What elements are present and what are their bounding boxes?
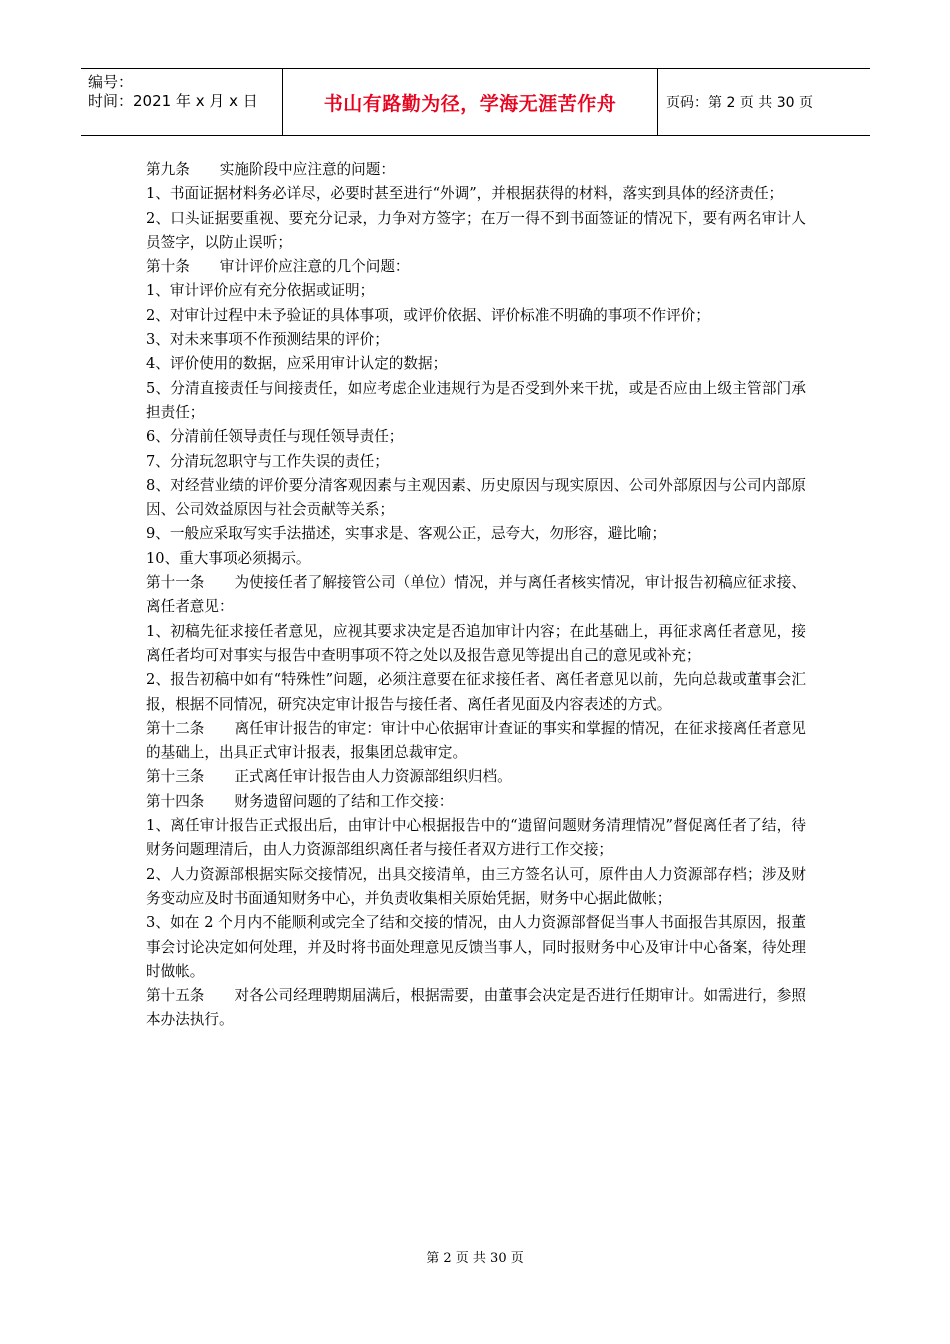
list-item [146,911,806,984]
page-header [81,68,870,136]
header-meta [81,69,283,135]
list-item [146,328,806,352]
list-item [146,279,806,303]
paragraph-text: 对各公司经理聘期届满后，根据需要，由董事会决定是否进行任期审计。如需进行，参照本办法执行。 [146,987,806,1029]
paragraph-text: 5、分清直接责任与间接责任，如应考虑企业违规行为是否受到外来干扰，或是否应由上级主管部门承担责任； [146,379,806,421]
article-paragraph [146,790,806,814]
list-item [146,474,806,523]
paragraph-text: 6、分清前任领导责任与现任领导责任； [146,428,404,446]
list-item [146,304,806,328]
paragraph-text: 为使接任者了解接管公司（单位）情况，并与离任者核实情况，审计报告初稿应征求接、离任者意见： [146,574,806,616]
article-label: 第十一条 [146,574,205,592]
paragraph-text: 正式离任审计报告由人力资源部组织归档。 [234,768,512,786]
paragraph-text: 财务遗留问题的了结和工作交接： [234,792,454,810]
list-item [146,814,806,863]
paragraph-text: 2、报告初稿中如有“特殊性”问题，必须注意要在征求接任者、离任者意见以前，先向总裁或董事会汇报，根据不同情况，研究决定审计报告与接任者、离任者见面及内容表述的方式。 [146,671,806,713]
list-item [146,450,806,474]
paragraph-text: 审计评价应注意的几个问题： [219,258,410,276]
paragraph-text: 4、评价使用的数据，应采用审计认定的数据； [146,355,448,373]
article-paragraph [146,255,806,279]
paragraph-text: 3、对未来事项不作预测结果的评价； [146,331,389,349]
document-date: 时间：2021 年 x 月 x 日 [88,92,258,110]
article-label: 第十五条 [146,987,205,1005]
paragraph-text: 3、如在 2 个月内不能顺利或完全了结和交接的情况，由人力资源部督促当事人书面报告其原因，报董事会讨论决定如何处理，并及时将书面处理意见反馈当事人，同时报财务中心及审计中心备案，待处理时做帐。 [146,914,806,980]
paragraph-text: 2、口头证据要重视、要充分记录，力争对方签字；在万一得不到书面签证的情况下，要有两名审计人员签字，以防止误听； [146,209,806,251]
list-item [146,620,806,669]
article-paragraph [146,984,806,1033]
paragraph-text: 离任审计报告的审定：审计中心依据审计查证的事实和掌握的情况，在征求接离任者意见的基础上，出具正式审计报表，报集团总裁审定。 [146,719,806,762]
list-item [146,377,806,426]
list-item [146,425,806,449]
paragraph-text: 10、重大事项必须揭示。 [146,549,311,567]
article-paragraph [146,571,806,620]
paragraph-text: 2、对审计过程中未予验证的具体事项，或评价依据、评价标准不明确的事项不作评价； [146,306,710,324]
list-item [146,352,806,376]
list-item [146,668,806,717]
document-number: 编号： [88,73,134,91]
document-body [146,158,806,1033]
article-label: 第十三条 [146,768,205,786]
article-paragraph [146,765,806,789]
article-label: 第十二条 [146,719,205,737]
article-label: 第十四条 [146,792,205,810]
paragraph-text: 9、一般应采取写实手法描述，实事求是、客观公正，忌夸大，勿形容，避比喻； [146,525,667,543]
article-paragraph [146,158,806,182]
article-paragraph [146,717,806,766]
list-item [146,522,806,546]
paragraph-text: 8、对经营业绩的评价要分清客观因素与主观因素、历史原因与现实原因、公司外部原因与公司内部原因、公司效益原因与社会贡献等关系； [146,476,806,519]
list-item [146,547,806,571]
header-motto: 书山有路勤为径，学海无涯苦作舟 [283,69,658,135]
paragraph-text: 2、人力资源部根据实际交接情况，出具交接清单，由三方签名认可，原件由人力资源部存档；涉及财务变动应及时书面通知财务中心，并负责收集相关原始凭据，财务中心据此做帐； [146,865,806,907]
paragraph-text: 1、书面证据材料务必详尽，必要时甚至进行“外调”，并根据获得的材料，落实到具体的经济责任； [146,185,784,203]
list-item [146,182,806,206]
article-label: 第十条 [146,258,190,276]
page-footer: 第 2 页 共 30 页 [426,1251,524,1266]
paragraph-text: 实施阶段中应注意的问题： [219,161,395,178]
paragraph-text: 1、离任审计报告正式报出后，由审计中心根据报告中的“遗留问题财务清理情况”督促离任者了结，待财务问题理清后，由人力资源部组织离任者与接任者双方进行工作交接； [146,817,806,859]
paragraph-text: 7、分清玩忽职守与工作失误的责任； [146,452,389,470]
list-item [146,207,806,256]
header-page-number: 页码：第 2 页 共 30 页 [666,95,813,111]
article-label: 第九条 [146,161,190,178]
paragraph-text: 1、审计评价应有充分依据或证明； [146,282,375,300]
paragraph-text: 1、初稿先征求接任者意见，应视其要求决定是否追加审计内容；在此基础上，再征求离任者意见，接离任者均可对事实与报告中查明事项不符之处以及报告意见等提出自己的意见或补充； [146,622,806,664]
list-item [146,863,806,912]
